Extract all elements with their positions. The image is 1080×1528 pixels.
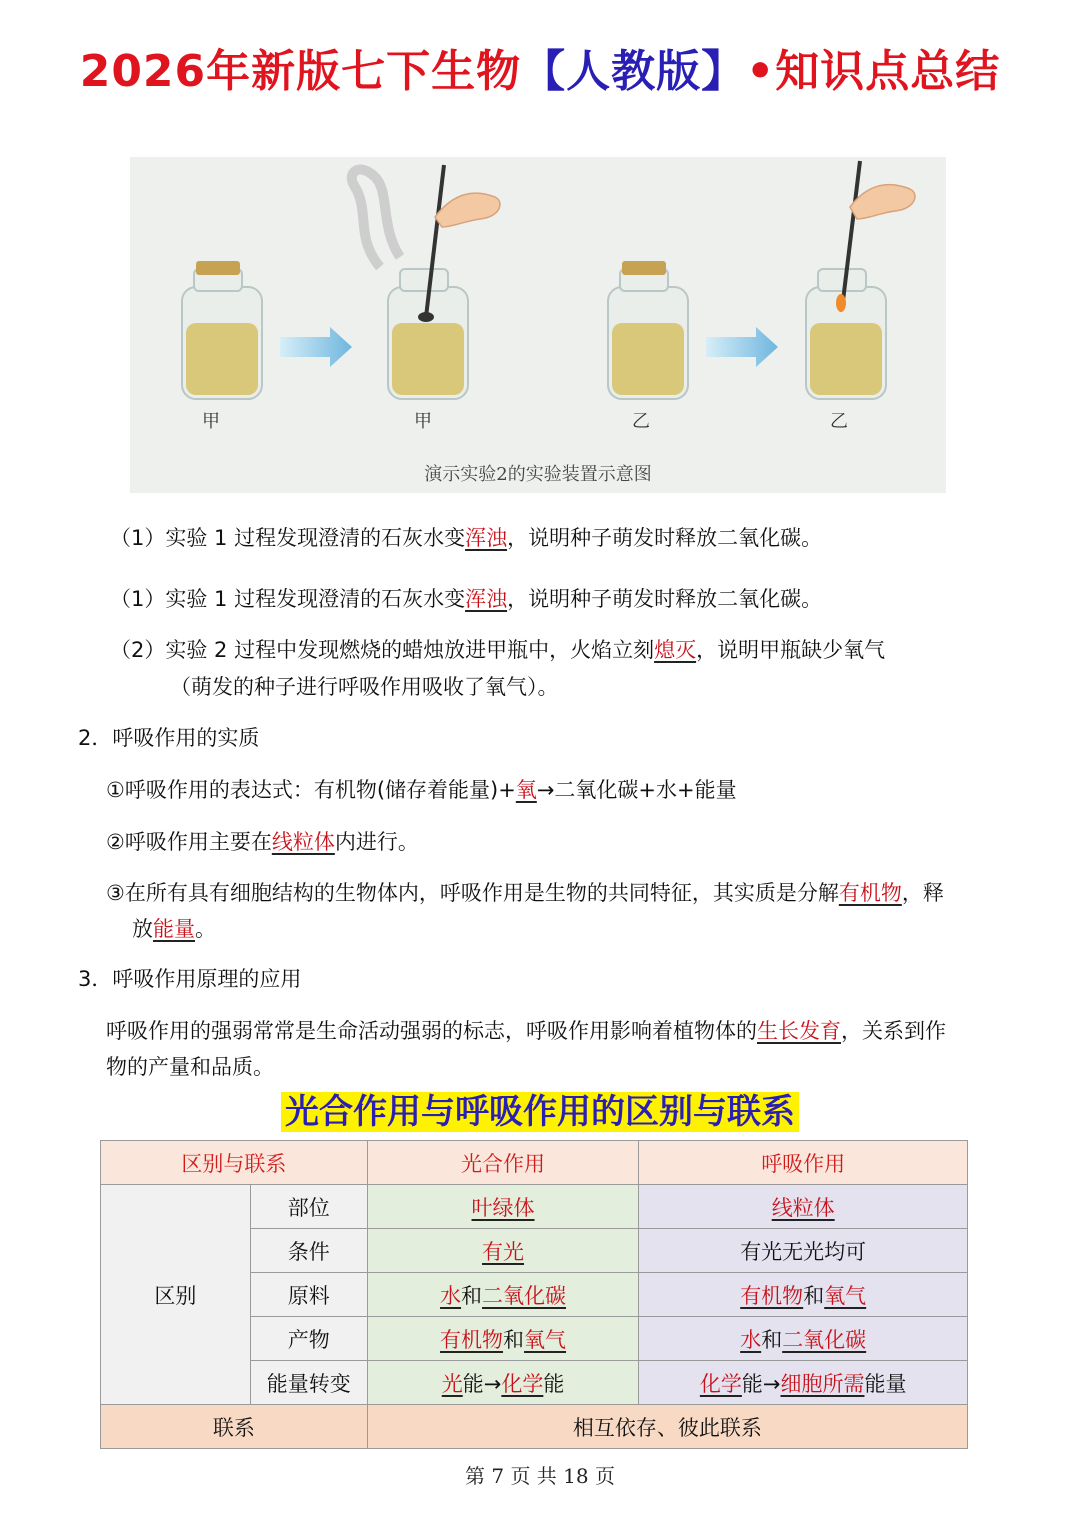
header-cell: 光合作用 (367, 1141, 639, 1185)
answer: 生长发育 (757, 1019, 841, 1043)
arrow-1 (280, 327, 352, 367)
answer: 氧气 (524, 1327, 567, 1352)
row-key: 条件 (250, 1229, 367, 1273)
answer: 线粒体 (271, 830, 335, 854)
photo-cell (367, 1185, 639, 1229)
application-paragraph (106, 1013, 946, 1049)
text: ，关系到作 (841, 1019, 946, 1043)
header-cell: 呼吸作用 (639, 1141, 968, 1185)
answer: 二氧化碳 (482, 1283, 567, 1308)
resp-cell (639, 1317, 968, 1361)
photo-cell (367, 1273, 639, 1317)
experiment-figure (130, 157, 946, 493)
text: 和 (503, 1327, 525, 1352)
header-cell: 区别与联系 (101, 1141, 368, 1185)
jar-label-4: 乙 (830, 411, 848, 432)
text: ②呼吸作用主要在 (106, 830, 272, 854)
text: 能→ (741, 1371, 781, 1396)
table-row (101, 1185, 968, 1229)
answer: 氧气 (824, 1283, 867, 1308)
answer: 有机物 (838, 881, 902, 905)
statement-3-line2 (132, 911, 216, 947)
answer: 有机物 (440, 1327, 504, 1352)
statement-1 (106, 772, 737, 808)
answer: 熄灭 (654, 638, 697, 662)
text: 放 (132, 917, 153, 941)
jar-jia-1 (182, 261, 262, 399)
jar-label-3: 乙 (632, 411, 650, 432)
text: 能→ (462, 1371, 502, 1396)
application-paragraph-line2: 物的产量和品质。 (106, 1055, 274, 1079)
title-part-3: •知识点总结 (746, 46, 1001, 97)
photo-cell (367, 1361, 639, 1405)
section-heading-3: 3．呼吸作用原理的应用 (78, 967, 302, 991)
link-label-cell: 联系 (101, 1405, 368, 1449)
answer: 能量 (153, 917, 195, 941)
answer: 有机物 (740, 1283, 804, 1308)
text: 能 (543, 1371, 565, 1396)
answer: 叶绿体 (471, 1195, 535, 1220)
jar-label-1: 甲 (202, 411, 220, 432)
text: 内进行。 (334, 830, 419, 854)
resp-cell (639, 1361, 968, 1405)
text: 和 (761, 1327, 783, 1352)
arrow-2 (706, 327, 778, 367)
jar-jia-2 (352, 165, 500, 399)
answer: 水 (440, 1283, 462, 1308)
text: ，释 (901, 881, 944, 905)
answer: 浑浊 (465, 526, 508, 550)
link-value-cell: 相互依存、彼此联系 (367, 1405, 967, 1449)
answer: 细胞所需 (780, 1371, 865, 1396)
answer: 氧 (515, 778, 537, 802)
answer: 水 (740, 1327, 762, 1352)
text: →二氧化碳+水+能量 (536, 778, 737, 802)
comparison-table (100, 1140, 968, 1449)
resp-cell (639, 1185, 968, 1229)
text: ③在所有具有细胞结构的生物体内，呼吸作用是生物的共同特征，其实质是分解 (106, 881, 839, 905)
text: （2）实验 2 过程中发现燃烧的蜡烛放进甲瓶中，火焰立刻 (110, 638, 655, 662)
text: （1）实验 1 过程发现澄清的石灰水变 (110, 587, 466, 611)
photo-cell (367, 1229, 639, 1273)
title-part-2: 【人教版】 (521, 46, 747, 97)
answer: 线粒体 (771, 1195, 835, 1220)
text: ，说明种子萌发时释放二氧化碳。 (507, 587, 823, 611)
statement-2 (106, 824, 419, 860)
text: 能量 (864, 1371, 907, 1396)
figure-caption: 演示实验2的实验装置示意图 (424, 464, 652, 485)
jar-yi-1 (608, 261, 688, 399)
text: 。 (195, 917, 216, 941)
text: （1）实验 1 过程发现澄清的石灰水变 (110, 526, 466, 550)
page-footer: 第 7 页 共 18 页 (465, 1464, 615, 1488)
row-key: 产物 (250, 1317, 367, 1361)
text: 和 (803, 1283, 825, 1308)
resp-cell: 有光无光均可 (639, 1229, 968, 1273)
table-header-row (101, 1141, 968, 1185)
text: 和 (461, 1283, 483, 1308)
table-title-text: 光合作用与呼吸作用的区别与联系 (281, 1092, 799, 1132)
row-key: 能量转变 (250, 1361, 367, 1405)
row-key: 原料 (250, 1273, 367, 1317)
paragraph-exp1-repeat (110, 581, 822, 617)
text: ，说明种子萌发时释放二氧化碳。 (507, 526, 823, 550)
jar-label-2: 甲 (414, 411, 432, 432)
page-title (0, 42, 1080, 102)
row-key: 部位 (250, 1185, 367, 1229)
text: ，说明甲瓶缺少氧气 (696, 638, 886, 662)
section-heading-2: 2．呼吸作用的实质 (78, 726, 260, 750)
title-part-1: 2026年新版七下生物 (79, 46, 522, 97)
table-title (0, 1090, 1080, 1134)
statement-3 (106, 875, 944, 911)
diff-label-cell: 区别 (101, 1185, 251, 1405)
answer: 二氧化碳 (782, 1327, 867, 1352)
answer: 光 (441, 1371, 463, 1396)
answer: 有光 (482, 1239, 525, 1264)
table-link-row (101, 1405, 968, 1449)
answer: 化学 (501, 1371, 544, 1396)
paragraph-exp1 (110, 520, 822, 556)
text: ①呼吸作用的表达式：有机物(储存着能量)+ (106, 778, 516, 802)
jar-yi-2 (806, 161, 915, 399)
resp-cell (639, 1273, 968, 1317)
experiment-illustration (130, 157, 946, 493)
text: 呼吸作用的强弱常常是生命活动强弱的标志，呼吸作用影响着植物体的 (106, 1019, 757, 1043)
photo-cell (367, 1317, 639, 1361)
answer: 化学 (699, 1371, 742, 1396)
answer: 浑浊 (465, 587, 508, 611)
paragraph-exp2 (110, 632, 885, 668)
paragraph-exp2-line2: （萌发的种子进行呼吸作用吸收了氧气）。 (170, 675, 559, 699)
